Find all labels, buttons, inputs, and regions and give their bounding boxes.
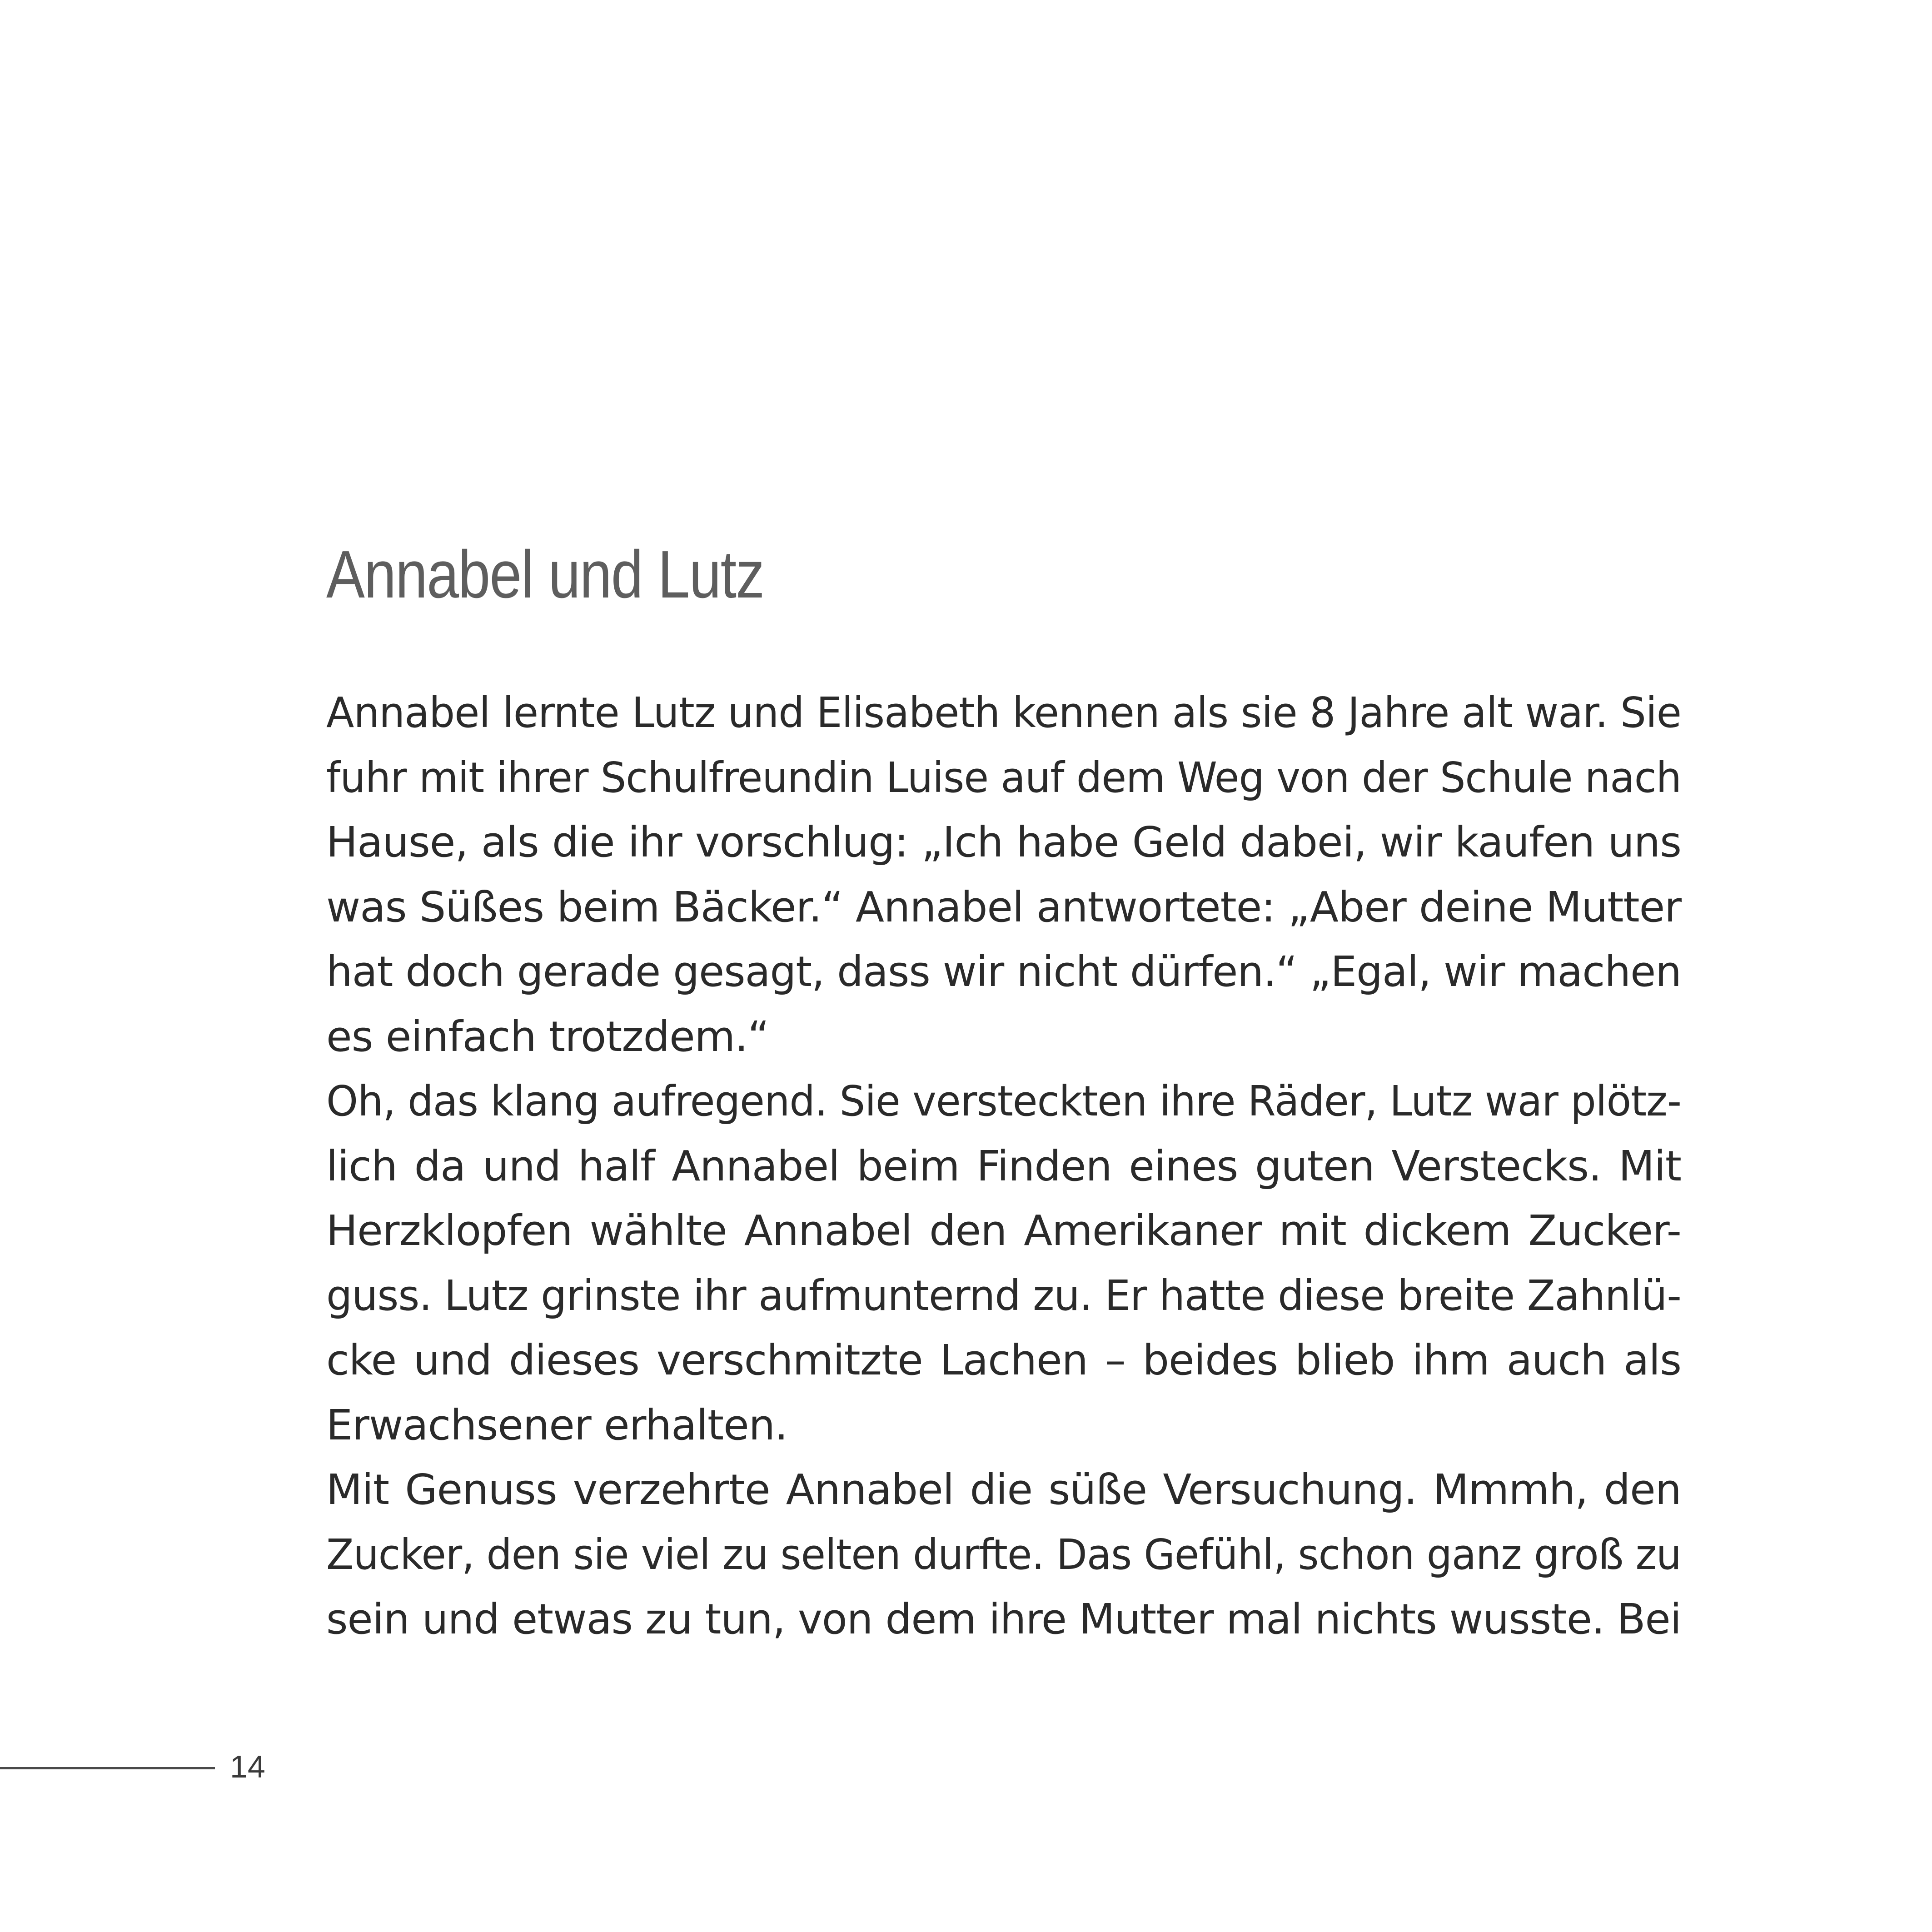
- text-line: hat doch gerade gesagt, dass wir nicht dürfen.“ „Egal, wir machen: [326, 947, 1681, 996]
- chapter-title: Annabel und Lutz: [326, 537, 764, 612]
- text-line: guss. Lutz grinste ihr aufmunternd zu. Er hatte diese breite Zahnlü-: [326, 1271, 1681, 1320]
- text-line: fuhr mit ihrer Schulfreundin Luise auf dem Weg von der Schule nach: [326, 753, 1681, 802]
- text-line: Hause, als die ihr vorschlug: „Ich habe Geld dabei, wir kaufen uns: [326, 818, 1681, 866]
- text-line: was Süßes beim Bäcker.“ Annabel antwortete: „Aber deine Mutter: [326, 882, 1681, 931]
- text-line: sein und etwas zu tun, von dem ihre Mutter mal nichts wusste. Bei: [326, 1595, 1681, 1643]
- text-line: lich da und half Annabel beim Finden eines guten Verstecks. Mit: [326, 1141, 1681, 1190]
- text-line: Herzklopfen wählte Annabel den Amerikaner mit dickem Zucker-: [326, 1206, 1681, 1255]
- text-line: Mit Genuss verzehrte Annabel die süße Versuchung. Mmmh, den: [326, 1465, 1681, 1514]
- page-number: 14: [230, 1749, 265, 1784]
- text-line: Zucker, den sie viel zu selten durfte. Das Gefühl, schon ganz groß zu: [326, 1530, 1681, 1579]
- text-line: cke und dieses verschmitzte Lachen – beides blieb ihm auch als: [326, 1336, 1681, 1384]
- text-line: Annabel lernte Lutz und Elisabeth kennen als sie 8 Jahre alt war. Sie: [326, 688, 1681, 737]
- text-line: es einfach trotzdem.“: [326, 1012, 769, 1061]
- text-line: Oh, das klang aufregend. Sie versteckten ihre Räder, Lutz war plötz-: [326, 1077, 1681, 1125]
- text-line: Erwachsener erhalten.: [326, 1400, 788, 1449]
- footer-rule: [0, 1767, 215, 1769]
- body-text: [326, 681, 1681, 1652]
